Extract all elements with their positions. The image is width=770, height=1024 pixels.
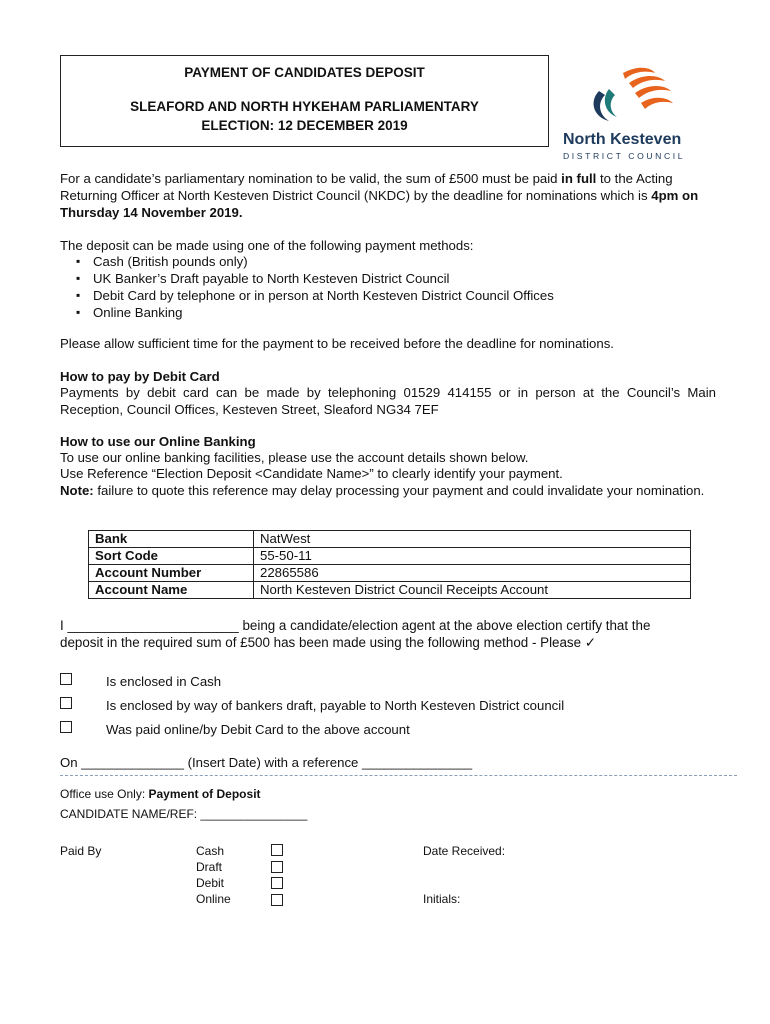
bank-value: NatWest xyxy=(254,531,691,548)
table-row xyxy=(89,531,691,548)
office-checkbox-draft[interactable] xyxy=(271,861,283,873)
date-received-label: Date Received: xyxy=(423,844,506,858)
online-line1: To use our online banking facilities, please use the account details shown below. xyxy=(60,450,529,465)
list-item: ▪ Cash (British pounds only) xyxy=(76,253,554,270)
option-online-label: Was paid online/by Debit Card to the above account xyxy=(106,722,410,737)
account-name-value: North Kesteven District Council Receipts Account xyxy=(254,582,691,599)
office-use-heading: Office use Only: Payment of Deposit xyxy=(60,787,261,801)
document-subtitle: SLEAFORD AND NORTH HYKEHAM PARLIAMENTARY ELECTION: 12 DECEMBER 2019 xyxy=(130,99,479,133)
document-title: PAYMENT OF CANDIDATES DEPOSIT xyxy=(184,65,425,80)
online-line2: Use Reference “Election Deposit <Candidate Name>” to clearly identify your payment. xyxy=(60,466,563,481)
date-reference-line: On ______________ (Insert Date) with a reference _______________ xyxy=(60,755,473,770)
method-online: Online xyxy=(196,892,231,906)
option-cash xyxy=(60,673,72,688)
checkbox-draft[interactable] xyxy=(60,697,72,709)
intro-paragraph: For a candidate’s parliamentary nomination to be valid, the sum of £500 must be paid in full to the Acting Returning Officer at North Kesteven District Council (NKDC) by the deadline for nominations which is 4pm on Thursday 14 November 2019. xyxy=(60,171,699,220)
table-row xyxy=(89,565,691,582)
logo-tagline: DISTRICT COUNCIL xyxy=(563,151,686,161)
online-note: Note: failure to quote this reference may delay processing your payment and could invalidate your nomination. xyxy=(60,483,705,498)
office-checkbox-debit[interactable] xyxy=(271,877,283,889)
list-item: ▪ Online Banking xyxy=(76,304,554,321)
account-number-label: Account Number xyxy=(89,565,254,582)
certify-line2: deposit in the required sum of £500 has been made using the following method - Please ✓ xyxy=(60,635,597,650)
candidate-ref: CANDIDATE NAME/REF: ________________ xyxy=(60,807,308,821)
logo-swoosh-icon xyxy=(585,65,700,127)
option-draft xyxy=(60,697,72,712)
online-heading: How to use our Online Banking xyxy=(60,434,256,449)
certify-line1: I _______________________ being a candidate/election agent at the above election certify that the xyxy=(60,618,651,633)
methods-list xyxy=(76,253,554,321)
initials-label: Initials: xyxy=(423,892,461,906)
option-online xyxy=(60,721,72,736)
bank-details-table xyxy=(88,530,691,599)
council-logo xyxy=(563,65,715,161)
logo-name: North Kesteven xyxy=(563,131,682,148)
checkbox-cash[interactable] xyxy=(60,673,72,685)
sort-code-value: 55-50-11 xyxy=(254,548,691,565)
option-draft-label: Is enclosed by way of bankers draft, payable to North Kesteven District council xyxy=(106,698,565,713)
checkbox-online[interactable] xyxy=(60,721,72,733)
office-checkbox-online[interactable] xyxy=(271,894,283,906)
divider xyxy=(60,775,737,776)
debit-heading: How to pay by Debit Card xyxy=(60,369,220,384)
paid-by-label: Paid By xyxy=(60,844,102,858)
table-row xyxy=(89,582,691,599)
allow-time-text: Please allow sufficient time for the payment to be received before the deadline for nominations. xyxy=(60,336,614,351)
list-item: ▪ UK Banker’s Draft payable to North Kesteven District Council xyxy=(76,270,554,287)
list-item: ▪ Debit Card by telephone or in person at North Kesteven District Council Offices xyxy=(76,287,554,304)
method-draft: Draft xyxy=(196,860,223,874)
office-checkbox-cash[interactable] xyxy=(271,844,283,856)
bank-label: Bank xyxy=(89,531,254,548)
account-number-value: 22865586 xyxy=(254,565,691,582)
method-debit: Debit xyxy=(196,876,225,890)
account-name-label: Account Name xyxy=(89,582,254,599)
table-row xyxy=(89,548,691,565)
methods-lead: The deposit can be made using one of the following payment methods: xyxy=(60,238,474,253)
title-box xyxy=(60,55,549,147)
method-cash: Cash xyxy=(196,844,225,858)
option-cash-label: Is enclosed in Cash xyxy=(106,674,222,689)
debit-text: Payments by debit card can be made by telephoning 01529 414155 or in person at the Council’s Main Reception, Council Offices, Kesteven Street, Sleaford NG34 7EF xyxy=(60,385,716,417)
sort-code-label: Sort Code xyxy=(89,548,254,565)
